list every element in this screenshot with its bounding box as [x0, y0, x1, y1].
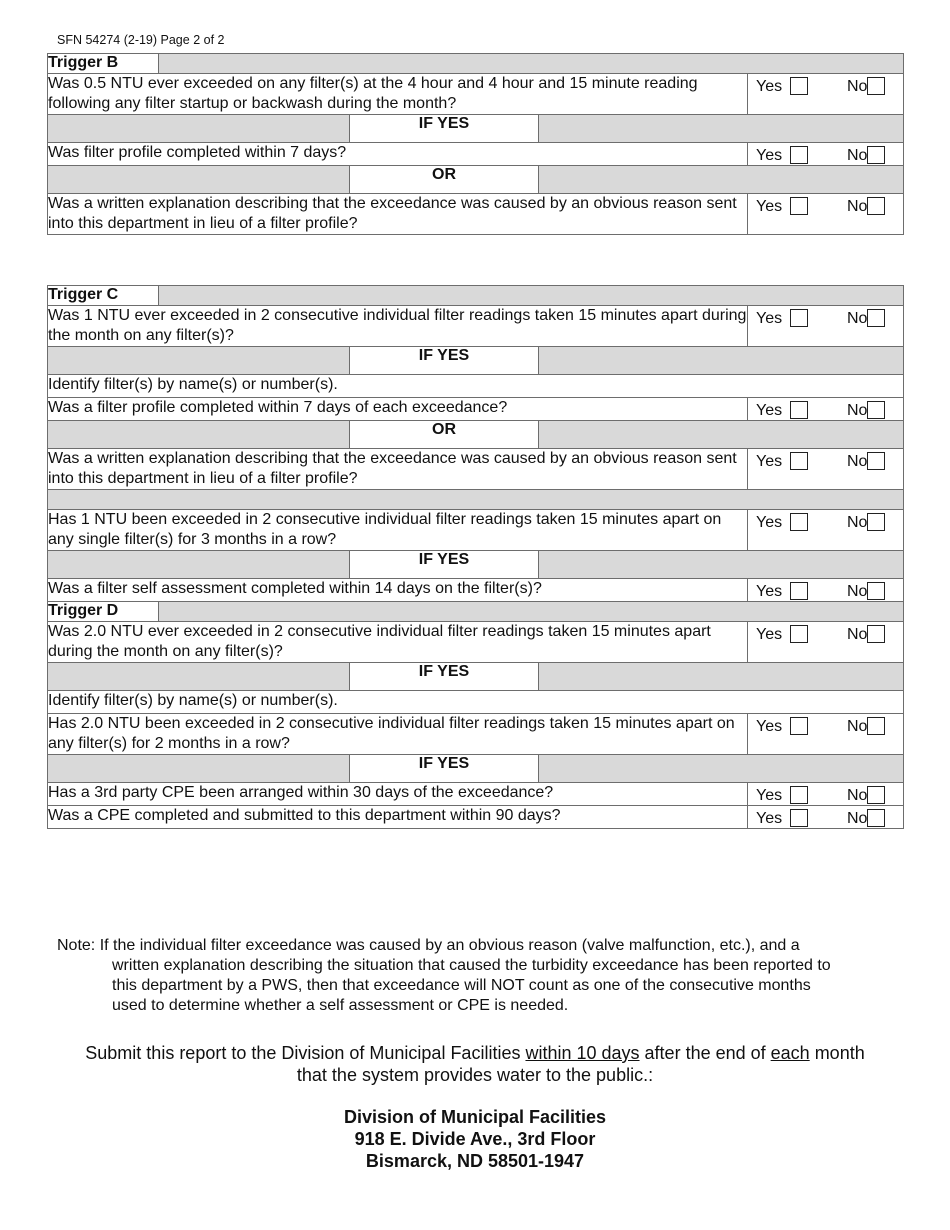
no-label: No: [847, 453, 868, 470]
trigger-c-q4-yes-checkbox[interactable]: [790, 452, 808, 470]
trigger-d-q3-row: [48, 714, 904, 755]
trigger-b-q2-no-checkbox[interactable]: [867, 146, 885, 164]
note-line-1: Note: If the individual filter exceedance was caused by an obvious reason (valve malfunction, etc.), and a: [57, 937, 800, 954]
trigger-d-q3-text: Has 2.0 NTU been exceeded in 2 consecutive individual filter readings taken 15 minutes apart on any filter(s) for 2 months in a row?: [48, 714, 748, 755]
address-line-2: 918 E. Divide Ave., 3rd Floor: [354, 1129, 596, 1149]
submit-part-3: month: [809, 1043, 865, 1063]
trigger-c-separator-row: [48, 490, 904, 510]
trigger-d-title: Trigger D: [48, 602, 159, 622]
no-label: No: [847, 402, 868, 419]
trigger-d-q4-no-checkbox[interactable]: [867, 786, 885, 804]
trigger-d-q1-yes-checkbox[interactable]: [790, 625, 808, 643]
trigger-b-q3-text: Was a written explanation describing that the exceedance was caused by an obvious reason sent into this department in lieu of a filter profile?: [48, 194, 748, 235]
no-label: No: [847, 626, 868, 643]
trigger-d-q2-row: [48, 691, 904, 714]
trigger-c-q3-yes-checkbox[interactable]: [790, 401, 808, 419]
no-label: No: [847, 514, 868, 531]
trigger-c-q4-text: Was a written explanation describing that the exceedance was caused by an obvious reason sent into this department in lieu of a filter profile?: [48, 449, 748, 490]
trigger-c-q5-yes-no: [748, 510, 904, 551]
trigger-d-q4-row: [48, 783, 904, 806]
address-line-3: Bismarck, ND 58501-1947: [365, 1151, 585, 1171]
form-id-header: SFN 54274 (2-19) Page 2 of 2: [57, 33, 225, 47]
submit-part-2: after the end of: [639, 1043, 771, 1063]
trigger-b-q2-yes-no: [748, 143, 904, 166]
trigger-d-q3-yes-no: [748, 714, 904, 755]
trigger-c-q3-text: Was a filter profile completed within 7 days of each exceedance?: [48, 398, 748, 421]
trigger-c-q2-row: [48, 375, 904, 398]
trigger-d-q1-text: Was 2.0 NTU ever exceeded in 2 consecutive individual filter readings taken 15 minutes apart during the month on any filter(s)?: [48, 622, 748, 663]
trigger-d-if-yes-row: [48, 663, 904, 691]
trigger-d-q5-row: [48, 806, 904, 829]
note-paragraph: [57, 936, 887, 1016]
trigger-c-q2-text[interactable]: Identify filter(s) by name(s) or number(s).: [48, 375, 904, 398]
trigger-b-title: Trigger B: [48, 54, 159, 74]
trigger-d-q5-yes-checkbox[interactable]: [790, 809, 808, 827]
no-label: No: [847, 787, 868, 804]
no-label: No: [847, 810, 868, 827]
trigger-c-q1-yes-checkbox[interactable]: [790, 309, 808, 327]
trigger-d-q5-yes-no: [748, 806, 904, 829]
yes-label: Yes: [756, 453, 783, 470]
trigger-d-q1-yes-no: [748, 622, 904, 663]
note-line-4: used to determine whether a self assessment or CPE is needed.: [112, 997, 569, 1014]
trigger-c-q1-no-checkbox[interactable]: [867, 309, 885, 327]
yes-label: Yes: [756, 583, 783, 600]
trigger-c-q3-yes-no: [748, 398, 904, 421]
if-yes-label: IF YES: [350, 755, 539, 783]
trigger-c-q6-row: [48, 579, 904, 602]
if-yes-label: IF YES: [350, 347, 539, 375]
submit-line-1: [0, 1042, 950, 1064]
yes-label: Yes: [756, 626, 783, 643]
trigger-d-q3-yes-checkbox[interactable]: [790, 717, 808, 735]
yes-label: Yes: [756, 402, 783, 419]
trigger-b-if-yes-row: [48, 115, 904, 143]
trigger-c-q4-no-checkbox[interactable]: [867, 452, 885, 470]
no-label: No: [847, 310, 868, 327]
trigger-b-q3-no-checkbox[interactable]: [867, 197, 885, 215]
submit-deadline: within 10 days: [525, 1043, 640, 1063]
trigger-c-if-yes-row-2: [48, 551, 904, 579]
trigger-c-q4-yes-no: [748, 449, 904, 490]
trigger-c-title: Trigger C: [48, 286, 159, 306]
trigger-c-q6-text: Was a filter self assessment completed within 14 days on the filter(s)?: [48, 579, 748, 602]
trigger-c-q1-text: Was 1 NTU ever exceeded in 2 consecutive individual filter readings taken 15 minutes apart during the month on any filter(s)?: [48, 306, 748, 347]
if-yes-label: IF YES: [350, 115, 539, 143]
if-yes-label: IF YES: [350, 663, 539, 691]
trigger-c-q6-no-checkbox[interactable]: [867, 582, 885, 600]
trigger-d-q4-yes-checkbox[interactable]: [790, 786, 808, 804]
trigger-d-header-row: [48, 602, 904, 622]
if-yes-label: IF YES: [350, 551, 539, 579]
trigger-c-header-row: [48, 286, 904, 306]
trigger-c-q5-text: Has 1 NTU been exceeded in 2 consecutive individual filter readings taken 15 minutes apart on any single filter(s) for 3 months in a row?: [48, 510, 748, 551]
yes-label: Yes: [756, 787, 783, 804]
trigger-d-q3-no-checkbox[interactable]: [867, 717, 885, 735]
yes-label: Yes: [756, 78, 783, 95]
trigger-d-q4-text: Has a 3rd party CPE been arranged within 30 days of the exceedance?: [48, 783, 748, 806]
no-label: No: [847, 147, 868, 164]
trigger-b-q3-yes-checkbox[interactable]: [790, 197, 808, 215]
trigger-d-q4-yes-no: [748, 783, 904, 806]
submit-instructions: [0, 1042, 950, 1086]
trigger-b-q3-yes-no: [748, 194, 904, 235]
trigger-d-q1-no-checkbox[interactable]: [867, 625, 885, 643]
note-line-2: written explanation describing the situation that caused the turbidity exceedance has been reported to: [112, 957, 831, 974]
trigger-d-q5-text: Was a CPE completed and submitted to this department within 90 days?: [48, 806, 748, 829]
trigger-b-header-row: [48, 54, 904, 74]
trigger-c-d-table: [47, 285, 904, 829]
no-label: No: [847, 198, 868, 215]
trigger-b-q1-text: Was 0.5 NTU ever exceeded on any filter(s) at the 4 hour and 4 hour and 15 minute reading following any filter startup or backwash during the month?: [48, 74, 748, 115]
trigger-d-q5-no-checkbox[interactable]: [867, 809, 885, 827]
trigger-c-q1-yes-no: [748, 306, 904, 347]
yes-label: Yes: [756, 147, 783, 164]
trigger-c-q5-no-checkbox[interactable]: [867, 513, 885, 531]
trigger-d-if-yes-row-2: [48, 755, 904, 783]
trigger-c-q1-row: [48, 306, 904, 347]
trigger-b-q2-yes-checkbox[interactable]: [790, 146, 808, 164]
yes-label: Yes: [756, 718, 783, 735]
submit-line-2: that the system provides water to the public.:: [296, 1065, 654, 1085]
trigger-b-q2-text: Was filter profile completed within 7 days?: [48, 143, 748, 166]
trigger-b-table: [47, 53, 904, 235]
trigger-c-q6-yes-checkbox[interactable]: [790, 582, 808, 600]
trigger-c-q3-no-checkbox[interactable]: [867, 401, 885, 419]
trigger-b-or-row: [48, 166, 904, 194]
trigger-c-or-row: [48, 421, 904, 449]
no-label: No: [847, 583, 868, 600]
yes-label: Yes: [756, 514, 783, 531]
trigger-c-q3-row: [48, 398, 904, 421]
trigger-c-q5-yes-checkbox[interactable]: [790, 513, 808, 531]
or-label: OR: [350, 166, 539, 194]
trigger-c-q5-row: [48, 510, 904, 551]
submit-each: each: [770, 1043, 810, 1063]
trigger-c-if-yes-row: [48, 347, 904, 375]
no-label: No: [847, 718, 868, 735]
trigger-b-q1-no-checkbox[interactable]: [867, 77, 885, 95]
trigger-d-q1-row: [48, 622, 904, 663]
or-label: OR: [350, 421, 539, 449]
trigger-b-q1-yes-checkbox[interactable]: [790, 77, 808, 95]
trigger-b-q1-row: [48, 74, 904, 115]
mailing-address: [0, 1106, 950, 1172]
yes-label: Yes: [756, 810, 783, 827]
yes-label: Yes: [756, 310, 783, 327]
trigger-b-q1-yes-no: [748, 74, 904, 115]
yes-label: Yes: [756, 198, 783, 215]
submit-part-1: Submit this report to the Division of Municipal Facilities: [85, 1043, 526, 1063]
trigger-c-q4-row: [48, 449, 904, 490]
trigger-b-q2-row: [48, 143, 904, 166]
trigger-b-q3-row: [48, 194, 904, 235]
address-line-1: Division of Municipal Facilities: [343, 1107, 607, 1127]
no-label: No: [847, 78, 868, 95]
note-line-3: this department by a PWS, then that exceedance will NOT count as one of the consecutive months: [112, 977, 811, 994]
trigger-c-q6-yes-no: [748, 579, 904, 602]
trigger-d-q2-text[interactable]: Identify filter(s) by name(s) or number(s).: [48, 691, 904, 714]
